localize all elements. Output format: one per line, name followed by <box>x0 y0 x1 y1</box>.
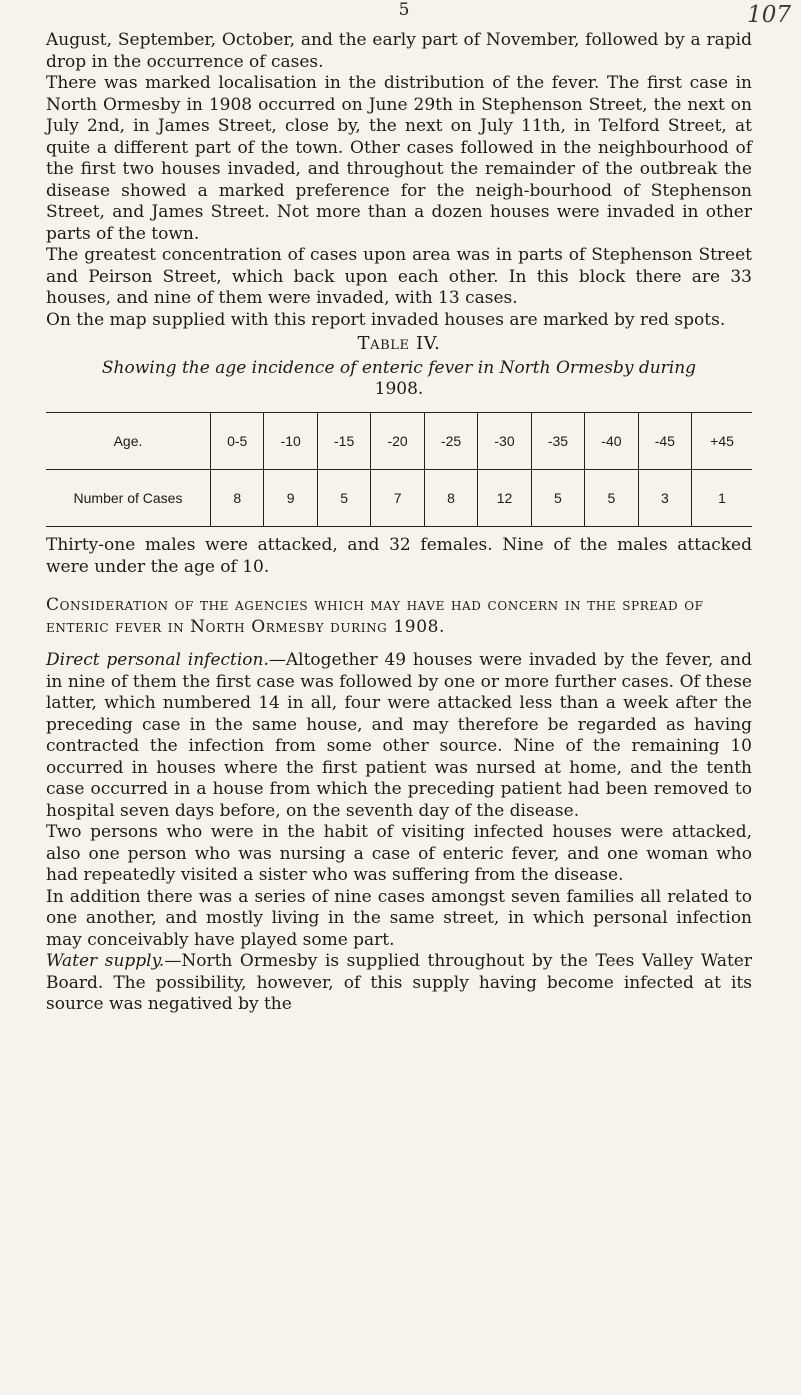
cases-cell: 3 <box>638 470 691 527</box>
age-column-header: 0-5 <box>211 413 264 470</box>
cases-cell: 12 <box>478 470 531 527</box>
table-header-row <box>46 413 752 470</box>
water-supply-text: —North Ormesby is supplied throughout by the Tees Valley Water Board. The possibility, however, of this supply having become infected at its source was negatived by the <box>46 951 752 1014</box>
cases-cell: 9 <box>264 470 317 527</box>
cases-cell: 5 <box>585 470 638 527</box>
cases-cell: 1 <box>692 470 752 527</box>
age-column-header: -45 <box>638 413 691 470</box>
cases-cell: 5 <box>531 470 584 527</box>
age-column-header: -15 <box>317 413 370 470</box>
age-column-header: +45 <box>692 413 752 470</box>
age-column-header: -30 <box>478 413 531 470</box>
paragraph-3: The greatest concentration of cases upon area was in parts of Stephenson Street and Peirson Street, which back upon each other. In this block there are 33 houses, and nine of them were invaded, with 13 cases. <box>46 245 752 308</box>
age-column-header: -20 <box>371 413 424 470</box>
age-column-header: -40 <box>585 413 638 470</box>
direct-infection-label: Direct personal infection. <box>46 650 269 670</box>
age-column-header: -10 <box>264 413 317 470</box>
table-row <box>46 470 752 527</box>
paragraph-4: On the map supplied with this report invaded houses are marked by red spots. <box>46 309 726 330</box>
cases-cell: 7 <box>371 470 424 527</box>
page-number: 5 <box>398 0 410 20</box>
paragraph-direct-infection <box>46 650 752 822</box>
table-title: Table IV. <box>357 333 441 354</box>
age-column-header: -25 <box>424 413 477 470</box>
paragraph-2: There was marked localisation in the distribution of the fever. The first case in North Ormesby in 1908 occurred on June 29th in Stephenson Street, the next on July 2nd, in James Street, close by, the next on July 11th, in Telford Street, at quite a different part of the town. Other cases followed in the neighbourhood of the first two houses invaded, and throughout the remainder of the outbreak the disease showed a marked preference for the neigh-bourhood of Stephenson Street, and James Street. Not more than a dozen houses were invaded in other parts of the town. <box>46 73 752 244</box>
age-incidence-table <box>46 412 752 527</box>
handwritten-page-number: 107 <box>747 2 791 28</box>
cases-cell: 8 <box>211 470 264 527</box>
paragraph-water-supply <box>46 951 752 1016</box>
body-text <box>46 30 752 1016</box>
cases-cell: 8 <box>424 470 477 527</box>
row-label: Number of Cases <box>46 470 211 527</box>
cases-cell: 5 <box>317 470 370 527</box>
section-heading: Consideration of the agencies which may have had concern in the spread of enteric fever in North Ormesby during 1908. <box>46 595 704 637</box>
paragraph-related-families: In addition there was a series of nine cases amongst seven families all related to one another, and mostly living in the same street, in which personal infection may conceivably have played some part. <box>46 886 752 950</box>
paragraph-two-persons: Two persons who were in the habit of visiting infected houses were attacked, also one person who was nursing a case of enteric fever, and one woman who had repeatedly visited a sister who was suffering from the disease. <box>46 822 752 885</box>
header-label: Age. <box>46 413 211 470</box>
table-caption-year: 1908. <box>374 379 424 399</box>
paragraph-sex-incidence: Thirty-one males were attacked, and 32 females. Nine of the males attacked were under the age of 10. <box>46 535 752 577</box>
paragraph-1: August, September, October, and the early part of November, followed by a rapid drop in the occurrence of cases. <box>46 30 752 72</box>
table-caption: Showing the age incidence of enteric fever in North Ormesby during <box>101 358 697 378</box>
age-column-header: -35 <box>531 413 584 470</box>
water-supply-label: Water supply. <box>46 951 165 971</box>
direct-infection-text: —Altogether 49 houses were invaded by the fever, and in nine of them the first case was followed by one or more further cases. Of these latter, which numbered 14 in all, four were attacked less than a week after the preceding case in the same house, and may therefore be regarded as having contracted the infection from some other source. Nine of the remaining 10 occurred in houses where the first patient was nursed at home, and the tenth case occurred in a house from which the preceding patient had been removed to hospital seven days before, on the seventh day of the disease. <box>46 650 752 821</box>
